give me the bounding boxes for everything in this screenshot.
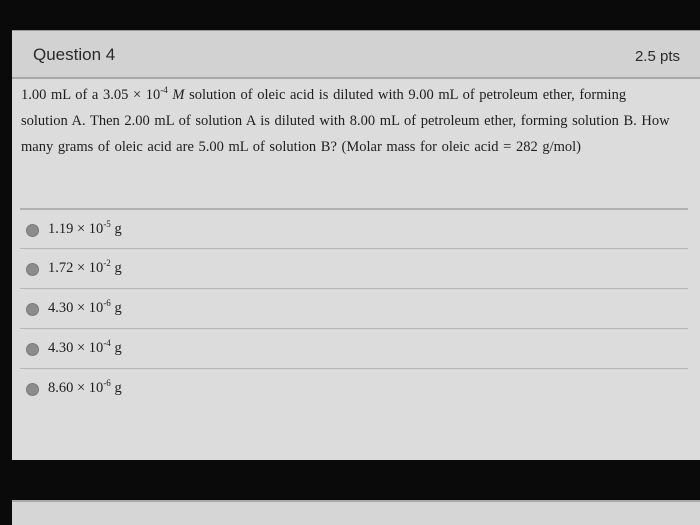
answer-option-5[interactable]	[20, 368, 688, 408]
answer-option-label: $4.30 \times 10^{-6}$ g	[48, 298, 122, 316]
question-header	[12, 31, 700, 79]
radio-button-icon[interactable]	[26, 224, 39, 237]
answer-option-2[interactable]	[20, 248, 688, 288]
radio-button-icon[interactable]	[26, 383, 39, 396]
radio-button-icon[interactable]	[26, 343, 39, 356]
molarity-unit: M	[172, 87, 185, 103]
answer-option-label: $1.19 \times 10^{-5}$ g	[48, 219, 122, 237]
answer-options	[20, 208, 688, 408]
question-text-exponent: -4	[160, 85, 168, 95]
radio-button-icon[interactable]	[26, 263, 39, 276]
radio-button-icon[interactable]	[26, 303, 39, 316]
answer-option-4[interactable]	[20, 328, 688, 368]
answer-option-label: $4.30 \times 10^{-4}$ g	[48, 338, 122, 356]
question-text	[21, 82, 671, 160]
question-points: 2.5 pts	[634, 48, 680, 65]
answer-option-label: $8.60 \times 10^{-6}$ g	[48, 378, 122, 396]
next-question-card	[12, 500, 700, 525]
question-text-part-1: 1.00 mL of a 3.05 × 10	[21, 87, 161, 103]
answer-option-3[interactable]	[20, 288, 688, 328]
answer-option-label: $1.72 \times 10^{-2}$ g	[48, 258, 122, 276]
question-title: Question 4	[33, 45, 116, 64]
answer-option-1[interactable]	[20, 208, 688, 248]
question-text-part-2: solution of oleic acid is diluted with 9.00 mL of petroleum ether, forming solution A. Then 2.00 mL of solution A is diluted with 8.00 mL of petroleum ether, forming solution B. How many grams of oleic acid are 5.00 mL of solution B? (Molar mass for oleic acid = 282 g/mol)	[21, 87, 670, 155]
